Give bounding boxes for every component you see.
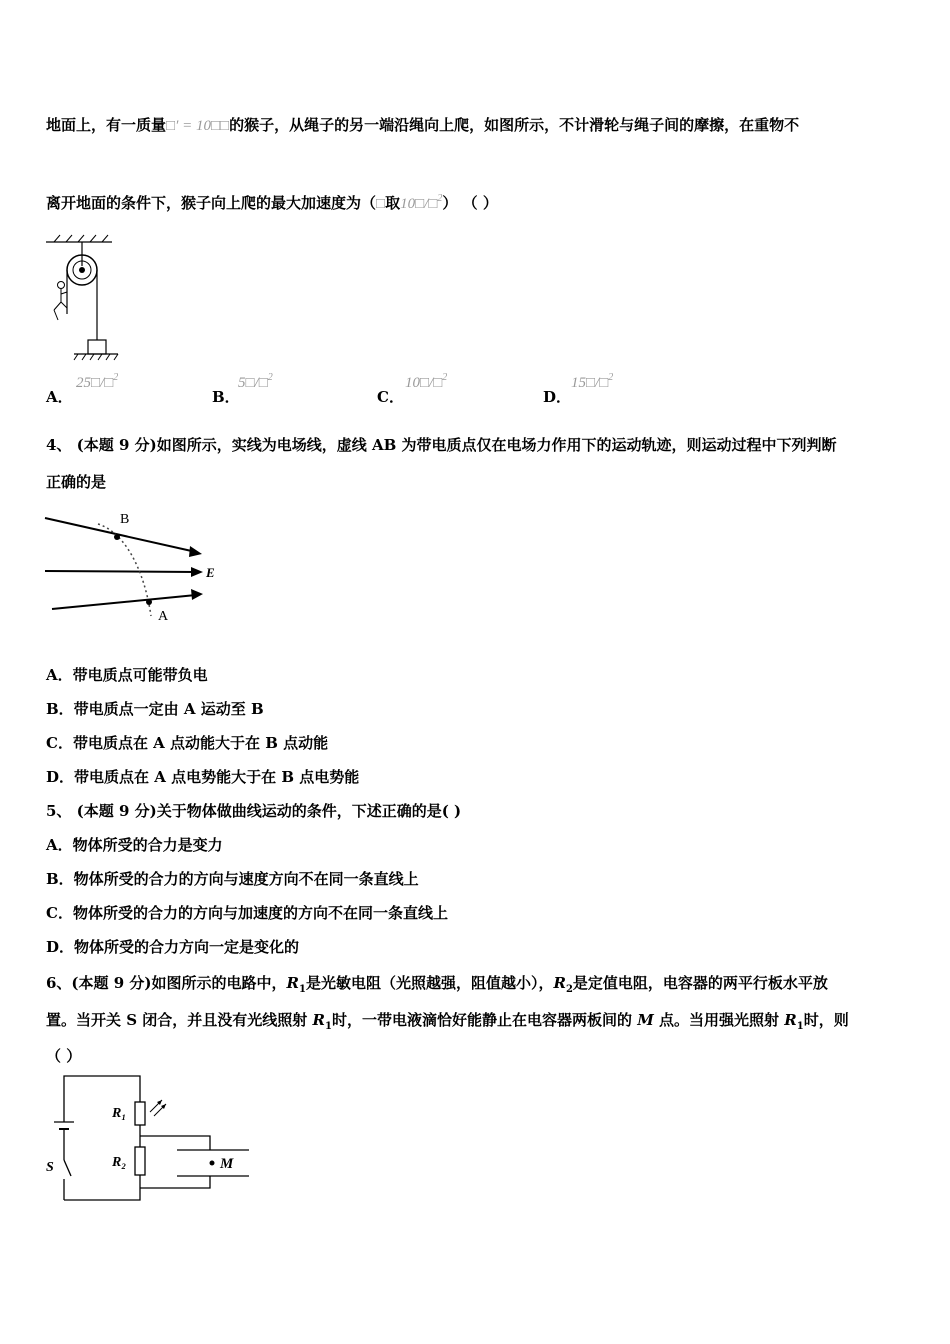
q5-option-a: A．物体所受的合力是变力 bbox=[46, 836, 223, 854]
q3-option-d-label: D． bbox=[543, 388, 572, 406]
q6-stem-line2 bbox=[46, 1010, 849, 1037]
label-r2: R₂ bbox=[112, 1155, 127, 1170]
q3-option-b-label: B． bbox=[212, 388, 240, 406]
q6-r1-sub: 1 bbox=[298, 984, 306, 995]
q3-option-a-value bbox=[76, 372, 118, 392]
label-m: M bbox=[220, 1156, 234, 1172]
q5-option-c: C．物体所受的合力的方向与加速度的方向不在同一条直线上 bbox=[46, 904, 448, 922]
q3-stem-line2 bbox=[46, 189, 498, 214]
q5-option-d: D．物体所受的合力方向一定是变化的 bbox=[46, 938, 300, 956]
q3-g-exp: 2 bbox=[437, 193, 443, 204]
q3-text: 地面上，有一质量 bbox=[46, 116, 167, 134]
q6-stem-line1 bbox=[46, 973, 828, 1000]
q6-text: 点。当用强光照射 bbox=[653, 1011, 785, 1029]
q3-g-symbol: □ bbox=[376, 196, 386, 212]
q3-option-a-label: A． bbox=[46, 388, 73, 406]
q3-option-b-exp: 2 bbox=[267, 372, 273, 383]
q3-option-b-value bbox=[238, 372, 273, 392]
q3-option-c-number: 10□/□ bbox=[405, 375, 443, 391]
q3-text: ） （ ） bbox=[442, 194, 498, 212]
q3-text: 取 bbox=[385, 194, 401, 212]
q4-option-a: A．带电质点可能带负电 bbox=[46, 666, 208, 684]
q5-stem: 5、 (本题 9 分)关于物体做曲线运动的条件，下述正确的是( ) bbox=[46, 802, 462, 820]
q4-option-c: C．带电质点在 A 点动能大于在 B 点动能 bbox=[46, 734, 329, 752]
q6-text: 是定值电阻，电容器的两平行板水平放 bbox=[572, 974, 828, 992]
q6-m: M bbox=[637, 1011, 654, 1029]
q3-option-a-number: 25□/□ bbox=[76, 375, 114, 391]
q6-stem-line3: （ ） bbox=[46, 1047, 82, 1065]
q3-g-value: 10□/□ bbox=[400, 196, 438, 212]
q3-option-c-label: C． bbox=[377, 388, 404, 406]
q3-option-d-value bbox=[571, 372, 613, 392]
q4-option-d: D．带电质点在 A 点电势能大于在 B 点电势能 bbox=[46, 768, 360, 786]
q3-mass-formula: □′ = 10□□ bbox=[166, 118, 230, 134]
q3-option-a-exp: 2 bbox=[113, 372, 119, 383]
q3-option-d-number: 15□/□ bbox=[571, 375, 609, 391]
q6-r1-sub: 1 bbox=[796, 1021, 804, 1032]
q6-r1: R bbox=[286, 974, 299, 992]
label-b: B bbox=[120, 512, 130, 527]
q6-text: 是光敏电阻（光照越强，阻值越小）， bbox=[305, 974, 554, 992]
q6-r1-sub: 1 bbox=[324, 1021, 332, 1032]
q6-r1: R bbox=[784, 1011, 797, 1029]
q5-option-b: B．物体所受的合力的方向与速度方向不在同一条直线上 bbox=[46, 870, 419, 888]
q6-r2-sub: 2 bbox=[565, 984, 573, 995]
q3-stem-line1 bbox=[46, 115, 799, 136]
label-s: S bbox=[46, 1160, 54, 1175]
q3-text: 的猴子，从绳子的另一端沿绳向上爬，如图所示，不计滑轮与绳子间的摩擦，在重物不 bbox=[229, 116, 800, 134]
q6-text: 置。当开关 S 闭合，并且没有光线照射 bbox=[46, 1011, 313, 1029]
electric-field-figure bbox=[44, 508, 224, 628]
q3-option-c-exp: 2 bbox=[442, 372, 448, 383]
circuit-figure bbox=[44, 1072, 254, 1207]
q6-r2: R bbox=[553, 974, 566, 992]
q6-r1: R bbox=[312, 1011, 325, 1029]
label-e: E bbox=[206, 565, 215, 580]
q4-stem-line2: 正确的是 bbox=[46, 473, 107, 491]
q6-text: 时，一带电液滴恰好能静止在电容器两板间的 bbox=[331, 1011, 638, 1029]
q4-stem-line1: 4、 (本题 9 分)如图所示，实线为电场线，虚线 AB 为带电质点仅在电场力作用下的运动轨迹，则运动过程中下列判断 bbox=[46, 436, 837, 454]
pulley-figure bbox=[44, 234, 124, 364]
q3-option-b-number: 5□/□ bbox=[238, 375, 268, 391]
label-r1: R₁ bbox=[112, 1106, 127, 1121]
q6-text: 6、(本题 9 分)如图所示的电路中， bbox=[46, 974, 287, 992]
q3-option-c-value bbox=[405, 372, 447, 392]
q3-text: 离开地面的条件下，猴子向上爬的最大加速度为（ bbox=[46, 194, 377, 212]
label-a: A bbox=[158, 609, 169, 624]
q4-option-b: B．带电质点一定由 A 运动至 B bbox=[46, 700, 264, 718]
q3-option-d-exp: 2 bbox=[608, 372, 614, 383]
q6-text: 时，则 bbox=[803, 1011, 849, 1029]
